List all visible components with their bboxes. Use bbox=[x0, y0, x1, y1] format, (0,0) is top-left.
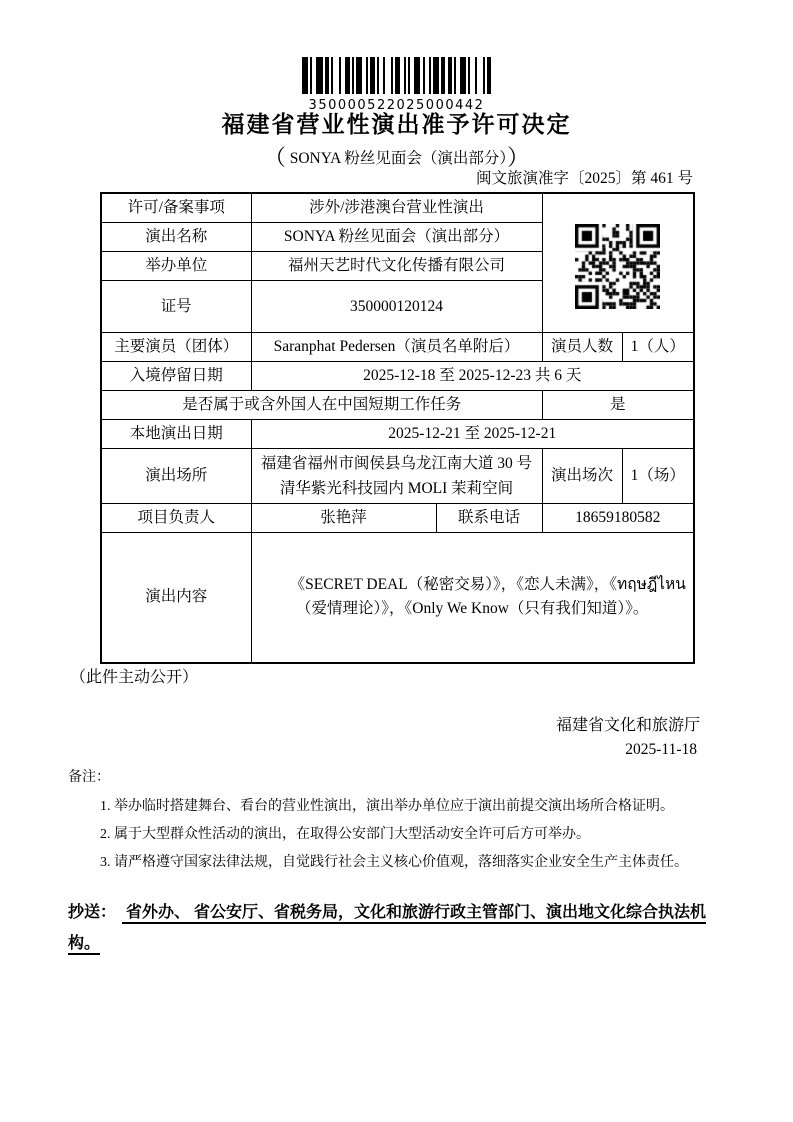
content-value: 《SECRET DEAL（秘密交易）》，《恋人未满》，《ทฤษฎีไหน （爱情理论）》，《Only We Know（只有我们知道）》。 bbox=[251, 533, 694, 663]
table-row bbox=[101, 391, 694, 420]
phone-label: 联系电话 bbox=[436, 504, 542, 533]
cert-no-label: 证号 bbox=[101, 281, 251, 333]
cc-value: 省外办、 省公安厅、省税务局，文化和旅游行政主管部门、演出地文化综合执法机构。 bbox=[68, 904, 707, 952]
show-name-label: 演出名称 bbox=[101, 223, 251, 252]
organizer-value: 福州天艺时代文化传播有限公司 bbox=[251, 252, 542, 281]
manager-value: 张艳萍 bbox=[251, 504, 436, 533]
cc-line bbox=[68, 897, 730, 959]
performer-count-label: 演员人数 bbox=[542, 333, 622, 362]
note-item: 2. 属于大型群众性活动的演出，在取得公安部门大型活动安全许可后方可举办。 bbox=[100, 827, 590, 842]
permit-item-label: 许可/备案事项 bbox=[101, 193, 251, 223]
page-title: 福建省营业性演出准予许可决定 bbox=[221, 111, 572, 137]
table-row bbox=[101, 504, 694, 533]
cert-no-value: 350000120124 bbox=[251, 281, 542, 333]
table-row bbox=[101, 420, 694, 449]
document-reference-number: 闽文旅演准字〔2025〕第 461 号 bbox=[475, 170, 693, 187]
barcode-block bbox=[0, 57, 793, 113]
foreign-work-value: 是 bbox=[542, 391, 694, 420]
table-row bbox=[101, 362, 694, 391]
table-row bbox=[101, 533, 694, 663]
subtitle-open-paren: （ bbox=[263, 145, 286, 170]
entry-stay-label: 入境停留日期 bbox=[101, 362, 251, 391]
performer-count-value: 1（人） bbox=[622, 333, 694, 362]
local-dates-value: 2025-12-21 至 2025-12-21 bbox=[251, 420, 694, 449]
note-item: 1. 举办临时搭建舞台、看台的营业性演出，演出举办单位应于演出前提交演出场所合格证明。 bbox=[100, 799, 674, 814]
issuing-authority: 福建省文化和旅游厅 bbox=[555, 717, 700, 734]
entry-stay-value: 2025-12-18 至 2025-12-23 共 6 天 bbox=[251, 362, 694, 391]
disclosure-note: （此件主动公开） bbox=[70, 669, 199, 686]
foreign-work-label: 是否属于或含外国人在中国短期工作任务 bbox=[101, 391, 542, 420]
table-row bbox=[101, 333, 694, 362]
qr-code-icon bbox=[575, 224, 660, 309]
show-name-value: SONYA 粉丝见面会（演出部分） bbox=[251, 223, 542, 252]
content-label: 演出内容 bbox=[101, 533, 251, 663]
qr-code-cell bbox=[542, 193, 694, 333]
phone-value: 18659180582 bbox=[542, 504, 694, 533]
sessions-value: 1（场） bbox=[622, 449, 694, 504]
table-row bbox=[101, 193, 694, 223]
cc-label: 抄送： bbox=[68, 904, 117, 921]
permit-item-value: 涉外/涉港澳台营业性演出 bbox=[251, 193, 542, 223]
sessions-label: 演出场次 bbox=[542, 449, 622, 504]
subtitle-close-paren: ） bbox=[507, 145, 530, 170]
table-row bbox=[101, 449, 694, 504]
venue-label: 演出场所 bbox=[101, 449, 251, 504]
notes-label: 备注： bbox=[68, 770, 110, 785]
barcode-icon bbox=[302, 57, 492, 94]
issue-date: 2025-11-18 bbox=[625, 741, 697, 758]
manager-label: 项目负责人 bbox=[101, 504, 251, 533]
barcode-number: 350000522025000442 bbox=[308, 98, 485, 113]
organizer-label: 举办单位 bbox=[101, 252, 251, 281]
subtitle-text: SONYA 粉丝见面会（演出部分） bbox=[285, 150, 508, 167]
local-dates-label: 本地演出日期 bbox=[101, 420, 251, 449]
main-performer-value: Saranphat Pedersen（演员名单附后） bbox=[251, 333, 542, 362]
venue-value: 福建省福州市闽侯县乌龙江南大道 30 号清华紫光科技园内 MOLI 茉莉空间 bbox=[251, 449, 542, 504]
note-item: 3. 请严格遵守国家法律法规，自觉践行社会主义核心价值观，落细落实企业安全生产主体责任。 bbox=[100, 855, 688, 870]
main-performer-label: 主要演员（团体） bbox=[101, 333, 251, 362]
permit-table bbox=[100, 192, 695, 664]
